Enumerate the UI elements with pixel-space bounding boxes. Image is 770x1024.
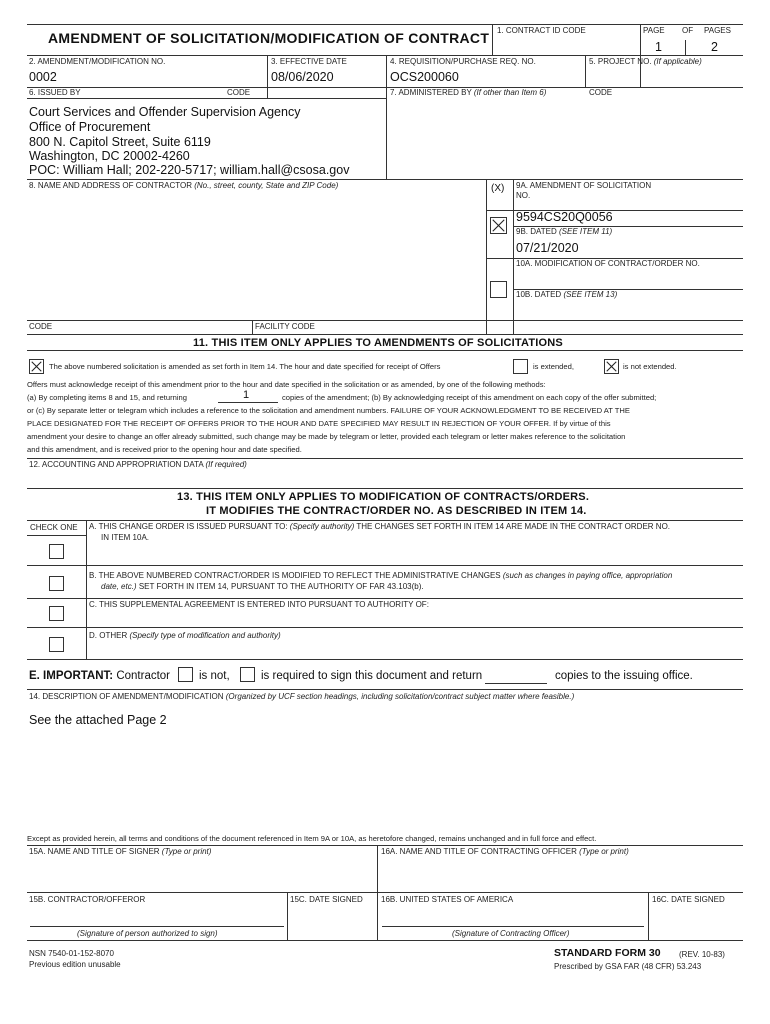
- is-not-extended-label: is not extended.: [623, 362, 677, 371]
- officer-date-signed-label: 16C. DATE SIGNED: [652, 895, 725, 904]
- dated-10b-note: (SEE ITEM 13): [563, 290, 618, 299]
- prescribed-by-label: Prescribed by GSA FAR (48 CFR) 53.243: [554, 962, 702, 971]
- x-column-label: (X): [491, 183, 505, 194]
- is-not-required-checkbox[interactable]: [178, 667, 193, 682]
- officer-name-label: [381, 848, 629, 857]
- is-required-checkbox[interactable]: [240, 667, 255, 682]
- rule-v: [640, 24, 641, 87]
- contractor-signature-caption: (Signature of person authorized to sign): [77, 929, 218, 938]
- important-copies: copies to the issuing office.: [555, 670, 693, 682]
- mod-a-note: (Specify authority): [289, 522, 355, 531]
- modification-contract-label: 10A. MODIFICATION OF CONTRACT/ORDER NO.: [516, 259, 700, 268]
- dated-9b-value: 07/21/2020: [516, 241, 579, 255]
- mod-d-note: (Specify type of modification and authority): [129, 631, 281, 640]
- description-label-text: 14. DESCRIPTION OF AMENDMENT/MODIFICATION: [29, 692, 224, 701]
- rule: [27, 598, 743, 599]
- section-11-para-6: and this amendment, and is received prior to the opening hour and date specified.: [27, 445, 302, 454]
- mod-c-checkbox[interactable]: [49, 606, 64, 621]
- officer-signature-line[interactable]: [382, 926, 644, 927]
- officer-name-label-text: 16A. NAME AND TITLE OF CONTRACTING OFFICER: [381, 847, 577, 856]
- accounting-data-label-text: 12. ACCOUNTING AND APPROPRIATION DATA: [29, 460, 204, 469]
- administered-by-code-label: CODE: [589, 88, 613, 97]
- contractor-offeror-label: 15B. CONTRACTOR/OFFEROR: [29, 895, 146, 904]
- rule: [27, 659, 743, 660]
- contractor-date-signed-label: 15C. DATE SIGNED: [290, 895, 363, 904]
- rule-bottom: [27, 940, 743, 941]
- section-11-para-1: Offers must acknowledge receipt of this amendment prior to the hour and date specified in the solicitation or as amended, by one of the following methods:: [27, 380, 546, 389]
- effective-date-value: 08/06/2020: [271, 70, 334, 84]
- accounting-data-label: [29, 461, 247, 470]
- effective-date-label: 3. EFFECTIVE DATE: [271, 57, 347, 66]
- revision-label: (REV. 10-83): [679, 950, 725, 959]
- amendment-no-label: 2. AMENDMENT/MODIFICATION NO.: [29, 57, 166, 66]
- rule-v: [86, 520, 87, 659]
- mod-d-checkbox[interactable]: [49, 637, 64, 652]
- nsn-number: NSN 7540-01-152-8070: [29, 949, 114, 958]
- form-title: AMENDMENT OF SOLICITATION/MODIFICATION OF CONTRACT: [48, 30, 490, 46]
- administered-by-label: [390, 89, 546, 98]
- important-is-required: is required to sign this document and return: [261, 670, 483, 682]
- project-no-label: [589, 58, 702, 67]
- mod-b-note-2: date, etc.): [101, 582, 137, 591]
- rule: [27, 689, 743, 690]
- rule-v: [267, 55, 268, 98]
- rule: [27, 179, 743, 180]
- rule: [27, 627, 743, 628]
- item-10-checkbox[interactable]: [490, 281, 507, 298]
- copies-returned-value: 1: [243, 389, 250, 401]
- section-11-para-2b: copies of the amendment; (b) By acknowledging receipt of this amendment on each copy of the offer submitted;: [282, 393, 657, 402]
- mod-b-text-2: SET FORTH IN ITEM 14, PURSUANT TO THE AUTHORITY OF FAR 43.103(b).: [138, 582, 424, 591]
- rule-v: [377, 845, 378, 940]
- dated-10b-label: [516, 291, 617, 300]
- mod-d-text: D. OTHER: [89, 631, 128, 640]
- description-value: See the attached Page 2: [29, 713, 167, 727]
- rule: [27, 845, 743, 846]
- amendment-solicitation-label-1: 9A. AMENDMENT OF SOLICITATION: [516, 181, 652, 190]
- mod-b-line-2: [101, 583, 424, 592]
- project-no-label-text: 5. PROJECT NO.: [589, 57, 652, 66]
- section-11-para-5: amendment your desire to change an offer already submitted, such change may be made by telegram or letter, provided each telegram or letter makes reference to the solicitation: [27, 432, 626, 441]
- page-label: PAGE: [643, 26, 665, 35]
- officer-name-note: (Type or print): [579, 847, 629, 856]
- contract-id-code-label: 1. CONTRACT ID CODE: [497, 26, 586, 35]
- dated-9b-note: (SEE ITEM 11): [558, 227, 613, 236]
- mod-b-note: (such as changes in paying office, appropriation: [502, 571, 673, 580]
- contractor-address-label-text: 8. NAME AND ADDRESS OF CONTRACTOR: [29, 181, 192, 190]
- section-11-statement: The above numbered solicitation is amended as set forth in Item 14. The hour and date specified for receipt of Offers: [49, 362, 441, 371]
- of-label: OF: [682, 26, 694, 35]
- rule: [27, 535, 86, 536]
- rule: [27, 87, 743, 88]
- mod-b-checkbox[interactable]: [49, 576, 64, 591]
- mod-d-line: [89, 632, 281, 641]
- pages-value: 2: [711, 40, 718, 54]
- check-one-label: CHECK ONE: [30, 523, 78, 532]
- important-is-not: is not,: [199, 670, 230, 682]
- except-text: Except as provided herein, all terms and conditions of the document referenced in Item 9A or 10A, as heretofore changed, remains unchanged and in full force and effect.: [27, 834, 597, 843]
- rule: [27, 320, 743, 321]
- issuer-line-2: Office of Procurement: [29, 120, 151, 134]
- rule: [27, 98, 387, 99]
- administered-by-label-text: 7. ADMINISTERED BY: [390, 88, 472, 97]
- rule-v: [492, 24, 493, 55]
- standard-form-label: STANDARD FORM 30: [554, 947, 661, 959]
- issuer-line-3: 800 N. Capitol Street, Suite 6119: [29, 135, 211, 149]
- rule: [27, 334, 743, 335]
- important-line: [29, 670, 170, 683]
- description-note: (Organized by UCF section headings, including solicitation/contract subject matter where feasible.): [225, 692, 575, 701]
- rule-v: [486, 179, 487, 334]
- dated-9b-label: [516, 228, 612, 237]
- is-extended-label: is extended,: [533, 362, 574, 371]
- description-label: [29, 693, 574, 702]
- is-not-extended-checkbox[interactable]: [604, 359, 619, 374]
- rule-v: [386, 55, 387, 179]
- x-mark-icon: [491, 218, 506, 233]
- issued-by-label: 6. ISSUED BY: [29, 88, 81, 97]
- united-states-label: 16B. UNITED STATES OF AMERICA: [381, 895, 514, 904]
- rule-v: [287, 892, 288, 940]
- mod-a-text-2: THE CHANGES SET FORTH IN ITEM 14 ARE MADE IN THE CONTRACT ORDER NO.: [356, 522, 671, 531]
- is-extended-checkbox[interactable]: [513, 359, 528, 374]
- previous-edition-note: Previous edition unusable: [29, 960, 121, 969]
- section-13-title-2: IT MODIFIES THE CONTRACT/ORDER NO. AS DESCRIBED IN ITEM 14.: [206, 505, 587, 517]
- important-label: E. IMPORTANT:: [29, 670, 114, 682]
- item-9-checkbox[interactable]: [490, 217, 507, 234]
- dated-10b-label-text: 10B. DATED: [516, 290, 562, 299]
- section-11-para-4: PLACE DESIGNATED FOR THE RECEIPT OF OFFERS PRIOR TO THE HOUR AND DATE SPECIFIED MAY RESULT IN REJECTION OF YOUR OFFER. If by virtue of this: [27, 419, 611, 428]
- pages-label: PAGES: [704, 26, 731, 35]
- mod-b-text: B. THE ABOVE NUMBERED CONTRACT/ORDER IS MODIFIED TO REFLECT THE ADMINISTRATIVE CHANGES: [89, 571, 501, 580]
- contractor-address-note: (No., street, county, State and ZIP Code): [194, 181, 339, 190]
- section-13-title-1: 13. THIS ITEM ONLY APPLIES TO MODIFICATION OF CONTRACTS/ORDERS.: [177, 491, 590, 503]
- mod-a-checkbox[interactable]: [49, 544, 64, 559]
- accounting-data-note: (If required): [205, 460, 247, 469]
- requisition-no-label: 4. REQUISITION/PURCHASE REQ. NO.: [390, 57, 536, 66]
- solicitation-amended-checkbox[interactable]: [29, 359, 44, 374]
- section-11-para-3: or (c) By separate letter or telegram which includes a reference to the solicitation and amendment numbers. FAILURE OF YOUR ACKNOWLEDGMENT TO BE RECEIVED AT THE: [27, 406, 630, 415]
- rule-v: [685, 40, 686, 55]
- rule: [27, 488, 743, 489]
- signer-name-note: (Type or print): [161, 847, 212, 856]
- section-11-title: 11. THIS ITEM ONLY APPLIES TO AMENDMENTS OF SOLICITATIONS: [193, 337, 563, 349]
- issuer-line-1: Court Services and Offender Supervision Agency: [29, 105, 301, 119]
- important-contractor: Contractor: [116, 670, 171, 682]
- rule-top: [27, 24, 743, 25]
- rule: [27, 892, 743, 893]
- mod-a-line-1: [89, 523, 670, 532]
- copies-underline: [218, 402, 278, 403]
- x-mark-icon: [30, 360, 43, 373]
- project-no-note: (If applicable): [653, 57, 702, 66]
- contractor-signature-line[interactable]: [30, 926, 284, 927]
- rule: [27, 350, 743, 351]
- rule: [27, 565, 743, 566]
- issuer-line-4: Washington, DC 20002-4260: [29, 149, 190, 163]
- rule: [27, 520, 743, 521]
- mod-b-line-1: [89, 572, 672, 581]
- contractor-address-label: [29, 182, 338, 191]
- copies-blank-underline[interactable]: [485, 683, 547, 684]
- amendment-solicitation-label-2: NO.: [516, 191, 531, 200]
- requisition-no-value: OCS200060: [390, 70, 459, 84]
- signer-name-label: [29, 848, 211, 857]
- rule: [27, 55, 743, 56]
- rule-v: [648, 892, 649, 940]
- section-11-para-2a: (a) By completing items 8 and 15, and returning: [27, 393, 187, 402]
- administered-by-note: (If other than Item 6): [473, 88, 547, 97]
- mod-a-text: A. THIS CHANGE ORDER IS ISSUED PURSUANT TO:: [89, 522, 288, 531]
- rule: [27, 458, 743, 459]
- page-value: 1: [655, 40, 662, 54]
- amendment-solicitation-value: 9594CS20Q0056: [516, 210, 613, 224]
- amendment-no-value: 0002: [29, 70, 57, 84]
- rule-v: [252, 320, 253, 334]
- officer-signature-caption: (Signature of Contracting Officer): [452, 929, 570, 938]
- issuer-line-5: POC: William Hall; 202-220-5717; william.hall@csosa.gov: [29, 163, 350, 177]
- rule-v: [513, 179, 514, 334]
- issued-by-code-label: CODE: [227, 88, 251, 97]
- facility-code-label: FACILITY CODE: [255, 322, 315, 331]
- x-mark-icon: [605, 360, 618, 373]
- dated-9b-label-text: 9B. DATED: [516, 227, 557, 236]
- signer-name-label-text: 15A. NAME AND TITLE OF SIGNER: [29, 847, 160, 856]
- rule-v: [585, 55, 586, 87]
- contractor-code-label: CODE: [29, 322, 53, 331]
- mod-a-line-2: IN ITEM 10A.: [101, 533, 150, 542]
- mod-c-text: C. THIS SUPPLEMENTAL AGREEMENT IS ENTERED INTO PURSUANT TO AUTHORITY OF:: [89, 600, 429, 609]
